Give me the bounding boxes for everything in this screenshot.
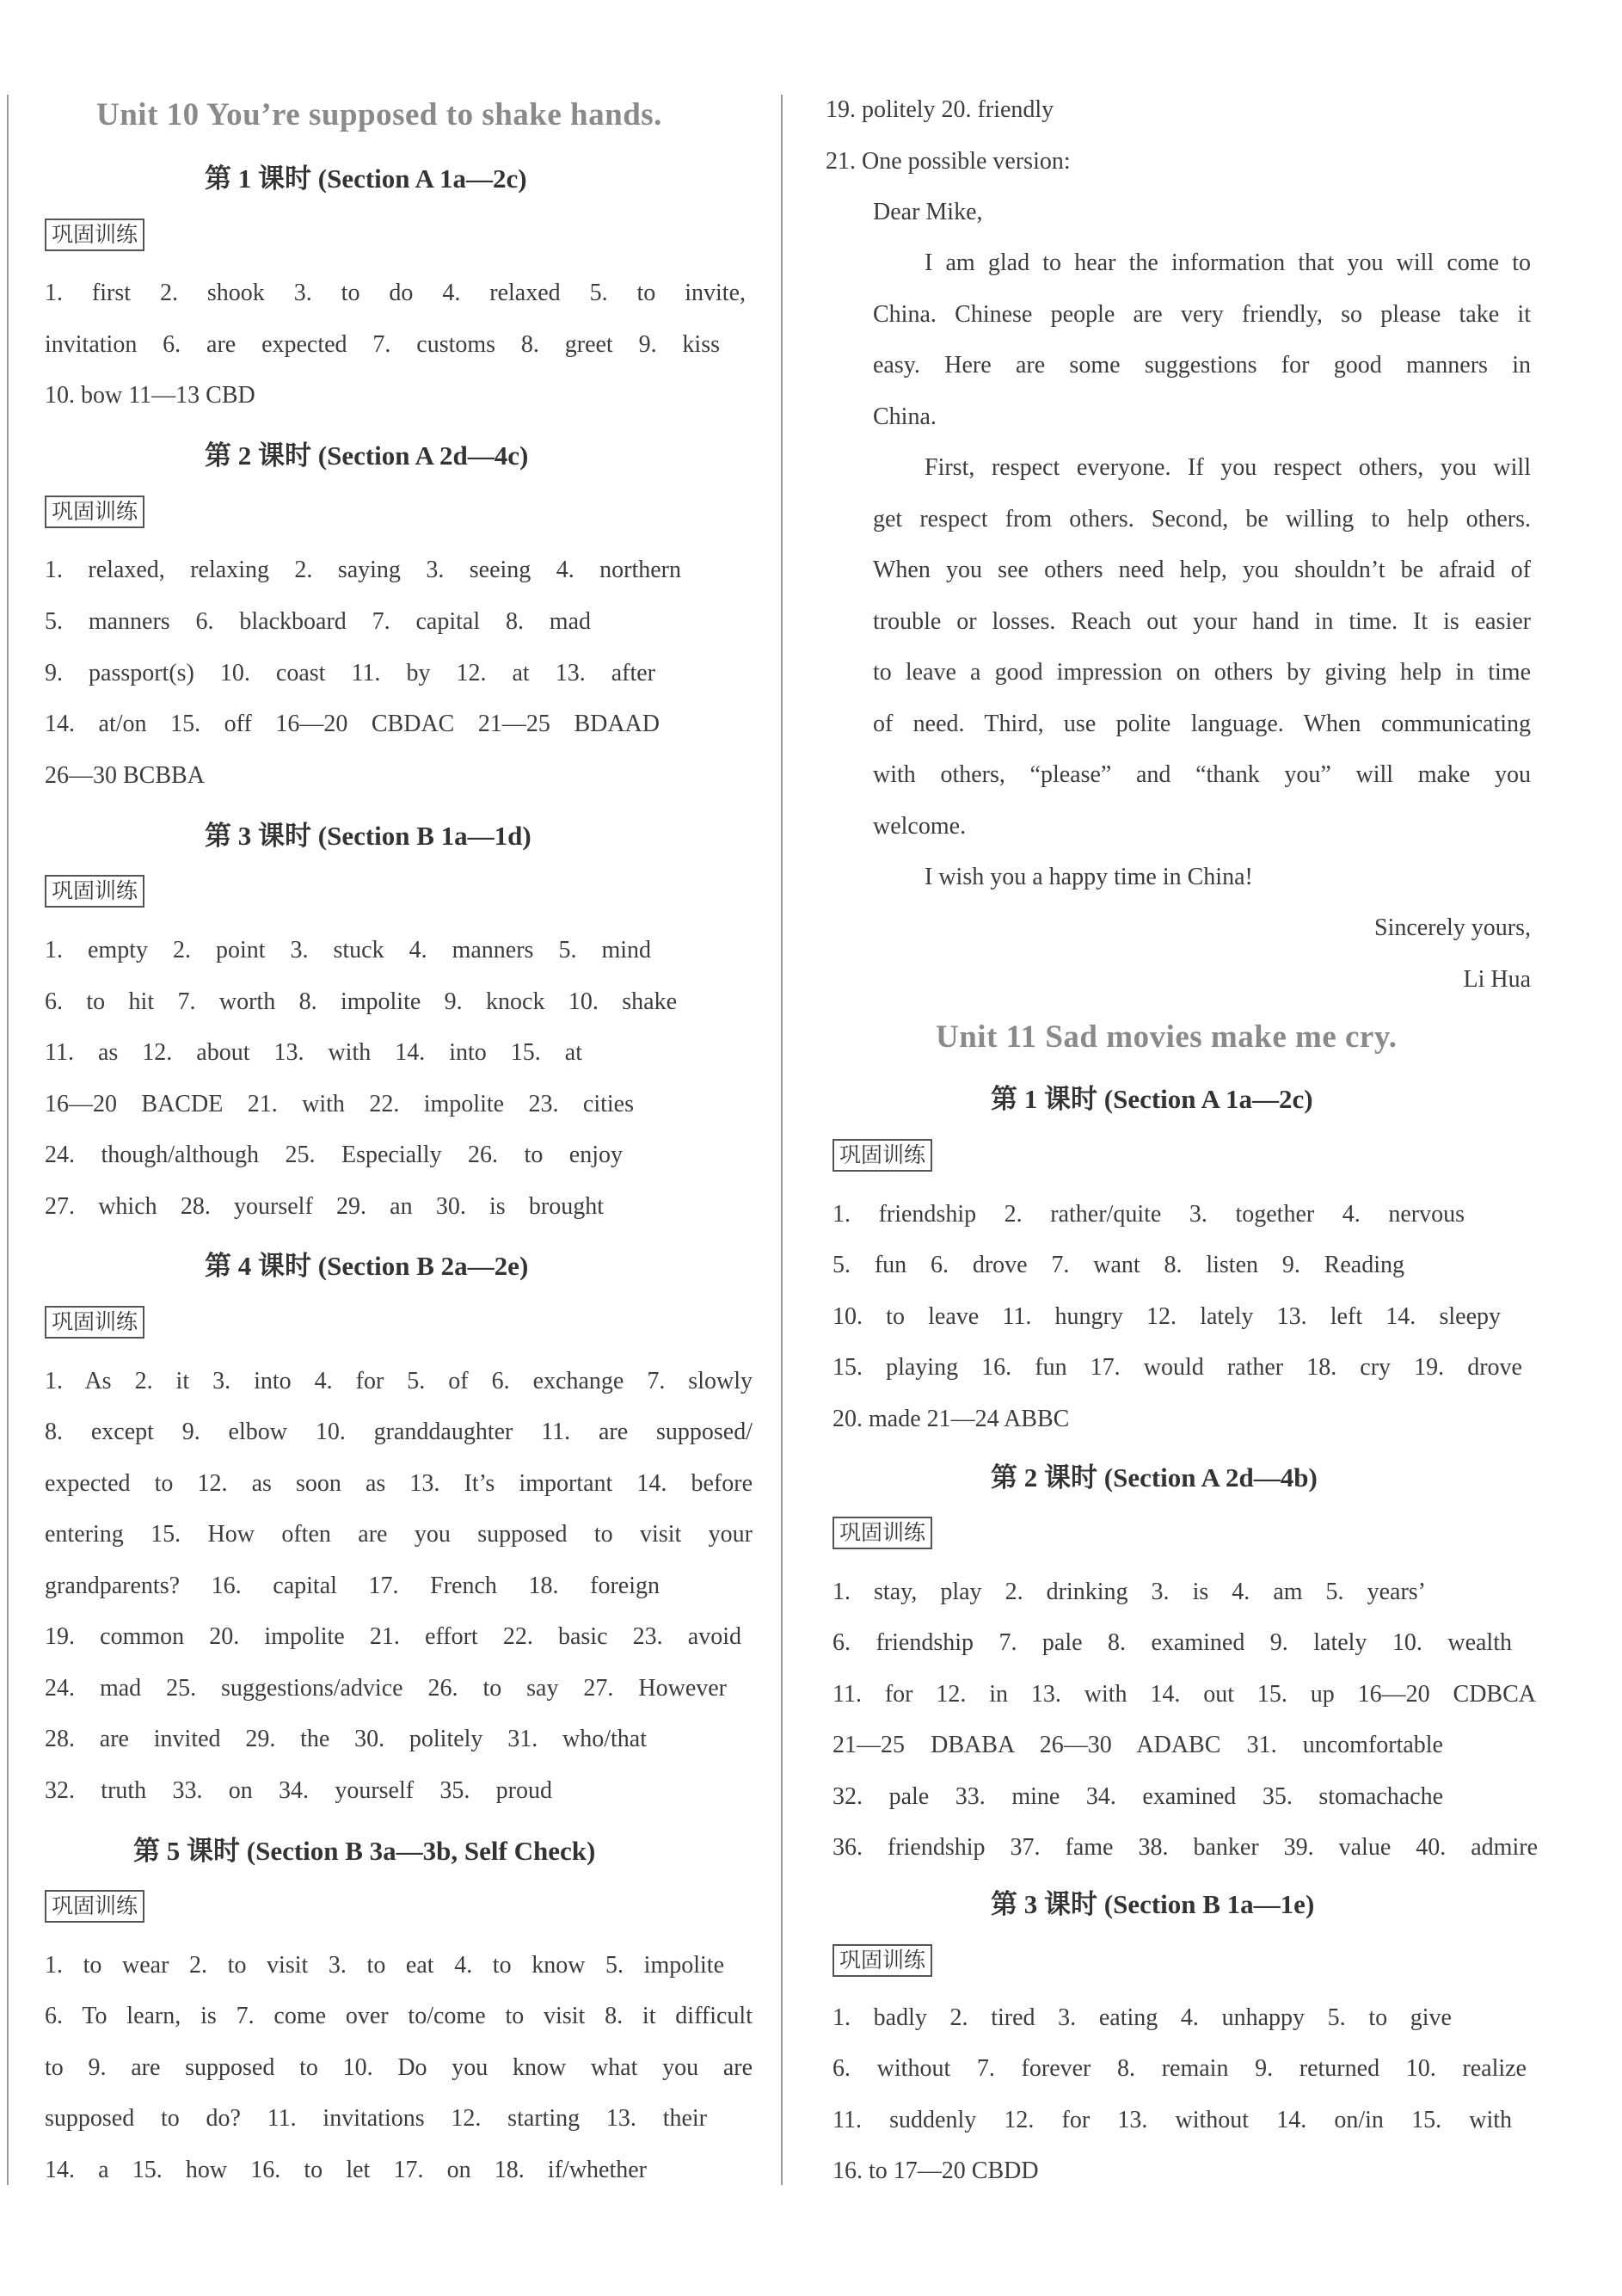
answer-line: invitation 6. are expected 7. customs 8. greet 9. kiss xyxy=(45,331,720,358)
practice-badge: 巩固训练 xyxy=(833,1139,932,1172)
answer-line: 20. made 21—24 ABBC xyxy=(833,1406,1070,1432)
lesson-1-title: 第 1 课时 (Section A 1a—2c) xyxy=(205,163,527,194)
answer-line: 14. a 15. how 16. to let 17. on 18. if/whether xyxy=(45,2157,647,2183)
answer-line: expected to 12. as soon as 13. It’s important 14. before xyxy=(45,1470,753,1497)
answer-line: 11. for 12. in 13. with 14. out 15. up 16—20 CDBCA xyxy=(833,1681,1536,1708)
u11-lesson-3-title: 第 3 课时 (Section B 1a—1e) xyxy=(991,1889,1315,1919)
answer-line: 5. fun 6. drove 7. want 8. listen 9. Reading xyxy=(833,1252,1404,1278)
answer-line: entering 15. How often are you supposed to visit your xyxy=(45,1521,753,1548)
letter-line: of need. Third, use polite language. When communicating xyxy=(873,711,1531,737)
lesson-3-title: 第 3 课时 (Section B 1a—1d) xyxy=(205,821,531,851)
letter-line: China. Chinese people are very friendly, so please take it xyxy=(873,301,1531,328)
letter-line: trouble or losses. Reach out your hand in time. It is easier xyxy=(873,608,1531,635)
column-divider xyxy=(781,95,783,2185)
answer-line: 11. suddenly 12. for 13. without 14. on/in 15. with xyxy=(833,2107,1512,2133)
answer-line: 1. empty 2. point 3. stuck 4. manners 5. mind xyxy=(45,937,651,963)
letter-line: First, respect everyone. If you respect others, you will xyxy=(925,454,1531,481)
answer-line: 16—20 BACDE 21. with 22. impolite 23. cities xyxy=(45,1091,634,1117)
answer-line: 24. though/although 25. Especially 26. to enjoy xyxy=(45,1142,623,1168)
letter-line: with others, “please” and “thank you” will make you xyxy=(873,761,1531,788)
answer-line: 32. pale 33. mine 34. examined 35. stomachache xyxy=(833,1783,1443,1810)
practice-badge: 巩固训练 xyxy=(45,1306,144,1339)
answer-line: grandparents? 16. capital 17. French 18. foreign xyxy=(45,1573,660,1599)
answer-line: 6. without 7. forever 8. remain 9. returned 10. realize xyxy=(833,2055,1527,2082)
answer-line: 21. One possible version: xyxy=(826,148,1071,175)
answer-line: 24. mad 25. suggestions/advice 26. to say 27. However xyxy=(45,1675,727,1702)
answer-line: 1. first 2. shook 3. to do 4. relaxed 5. to invite, xyxy=(45,280,746,306)
answer-line: 1. relaxed, relaxing 2. saying 3. seeing 4. northern xyxy=(45,557,681,583)
letter-line: easy. Here are some suggestions for good manners in xyxy=(873,352,1531,379)
practice-badge: 巩固训练 xyxy=(45,875,144,908)
answer-line: 36. friendship 37. fame 38. banker 39. value 40. admire xyxy=(833,1834,1538,1861)
answer-line: 1. to wear 2. to visit 3. to eat 4. to know 5. impolite xyxy=(45,1952,724,1979)
practice-badge: 巩固训练 xyxy=(833,1517,932,1549)
answer-line: 6. to hit 7. worth 8. impolite 9. knock 10. shake xyxy=(45,988,677,1015)
answer-line: 15. playing 16. fun 17. would rather 18. cry 19. drove xyxy=(833,1354,1522,1381)
u11-lesson-2-title: 第 2 课时 (Section A 2d—4b) xyxy=(991,1462,1318,1493)
answer-line: 26—30 BCBBA xyxy=(45,762,205,789)
answer-line: 5. manners 6. blackboard 7. capital 8. mad xyxy=(45,608,591,635)
answer-line: 28. are invited 29. the 30. politely 31. who/that xyxy=(45,1726,647,1752)
answer-line: 14. at/on 15. off 16—20 CBDAC 21—25 BDAAD xyxy=(45,711,660,737)
answer-line: 19. politely 20. friendly xyxy=(826,96,1054,123)
letter-salutation: Dear Mike, xyxy=(873,199,983,225)
lesson-5-title: 第 5 课时 (Section B 3a—3b, Self Check) xyxy=(133,1836,596,1866)
practice-badge: 巩固训练 xyxy=(45,1890,144,1923)
letter-line: to leave a good impression on others by giving help in time xyxy=(873,659,1531,686)
answer-line: 1. stay, play 2. drinking 3. is 4. am 5. years’ xyxy=(833,1579,1426,1605)
answer-line: 9. passport(s) 10. coast 11. by 12. at 13. after xyxy=(45,660,655,686)
letter-line: get respect from others. Second, be willing to help others. xyxy=(873,506,1531,532)
lesson-4-title: 第 4 课时 (Section B 2a—2e) xyxy=(205,1251,529,1281)
letter-line: I wish you a happy time in China! xyxy=(925,864,1253,890)
left-margin-rule xyxy=(7,95,9,2185)
letter-signature: Li Hua xyxy=(1463,966,1531,993)
answer-line: 16. to 17—20 CBDD xyxy=(833,2158,1039,2184)
practice-badge: 巩固训练 xyxy=(833,1944,932,1977)
answer-line: 21—25 DBABA 26—30 ADABC 31. uncomfortable xyxy=(833,1732,1443,1758)
answer-line: 32. truth 33. on 34. yourself 35. proud xyxy=(45,1777,552,1804)
answer-line: 10. bow 11—13 CBD xyxy=(45,382,255,409)
answer-line: 27. which 28. yourself 29. an 30. is brought xyxy=(45,1193,604,1220)
answer-line: 6. To learn, is 7. come over to/come to visit 8. it difficult xyxy=(45,2003,753,2029)
answer-line: 8. except 9. elbow 10. granddaughter 11. are supposed/ xyxy=(45,1419,753,1445)
letter-line: When you see others need help, you shouldn’t be afraid of xyxy=(873,557,1531,583)
letter-line: China. xyxy=(873,403,937,430)
unit-10-title: Unit 10 You’re supposed to shake hands. xyxy=(96,97,662,132)
answer-line: 11. as 12. about 13. with 14. into 15. at xyxy=(45,1039,582,1066)
letter-line: welcome. xyxy=(873,813,967,840)
answer-line: 19. common 20. impolite 21. effort 22. basic 23. avoid xyxy=(45,1623,741,1650)
practice-badge: 巩固训练 xyxy=(45,496,144,528)
practice-badge: 巩固训练 xyxy=(45,219,144,251)
u11-lesson-1-title: 第 1 课时 (Section A 1a—2c) xyxy=(991,1084,1313,1114)
answer-line: 10. to leave 11. hungry 12. lately 13. left 14. sleepy xyxy=(833,1303,1501,1330)
answer-line: 1. friendship 2. rather/quite 3. together 4. nervous xyxy=(833,1201,1465,1228)
answer-line: to 9. are supposed to 10. Do you know what you are xyxy=(45,2054,753,2081)
letter-closing: Sincerely yours, xyxy=(1374,914,1531,941)
unit-11-title: Unit 11 Sad movies make me cry. xyxy=(936,1019,1398,1055)
answer-line: 6. friendship 7. pale 8. examined 9. lately 10. wealth xyxy=(833,1629,1512,1656)
letter-line: I am glad to hear the information that you will come to xyxy=(925,249,1531,276)
lesson-2-title: 第 2 课时 (Section A 2d—4c) xyxy=(205,440,529,471)
answer-line: supposed to do? 11. invitations 12. starting 13. their xyxy=(45,2105,707,2132)
answer-line: 1. As 2. it 3. into 4. for 5. of 6. exchange 7. slowly xyxy=(45,1368,753,1394)
answer-line: 1. badly 2. tired 3. eating 4. unhappy 5. to give xyxy=(833,2004,1452,2031)
